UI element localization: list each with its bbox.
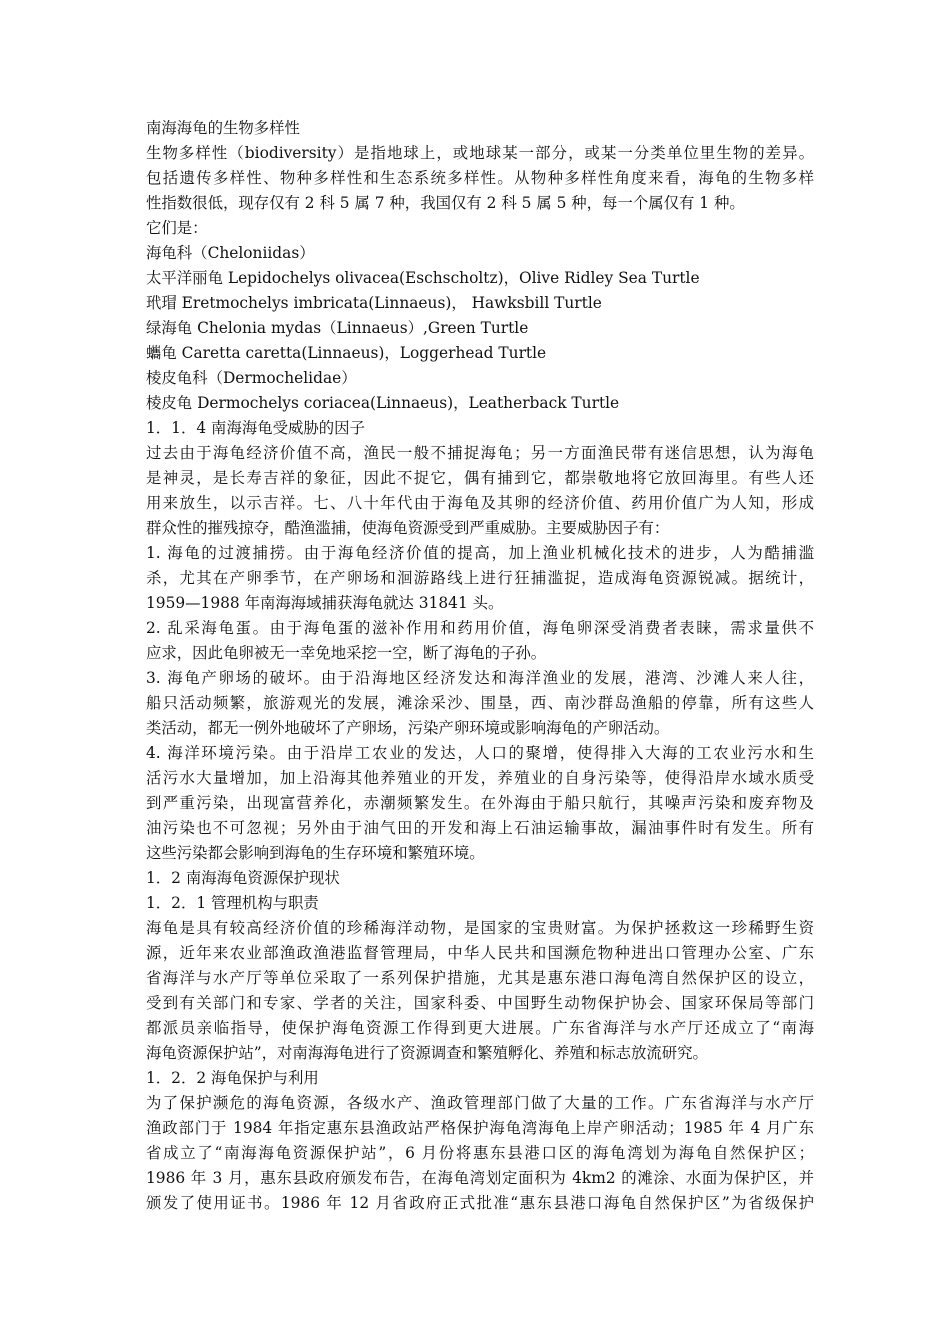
text-line: 活污水大量增加，加上沿海其他养殖业的开发，养殖业的自身污染等，使得沿岸水域水质受 — [146, 769, 814, 787]
text-line: 1．1．4 南海海龟受威胁的因子 — [146, 419, 365, 437]
text-line: 1986 年 3 月，惠东县政府颁发布告，在海龟湾划定面积为 4km2 的滩涂、水面为保护区，并 — [146, 1169, 814, 1187]
text-line: 群众性的摧残掠夺，酷渔滥捕，使海龟资源受到严重威胁。主要威胁因子有： — [146, 519, 670, 537]
text-line: 都派员亲临指导，使保护海龟资源工作得到更大进展。广东省海洋与水产厅还成立了“南海 — [146, 1019, 814, 1037]
text-line: 船只活动频繁，旅游观光的发展，滩涂采沙、围垦，西、南沙群岛渔船的停靠，所有这些人 — [146, 694, 814, 712]
text-line: 包括遗传多样性、物种多样性和生态系统多样性。从物种多样性角度来看，海龟的生物多样 — [146, 169, 814, 187]
text-line: 是神灵，是长寿吉祥的象征，因此不捉它，偶有捕到它，都崇敬地将它放回海里。有些人还 — [146, 469, 814, 487]
text-line: 类活动，都无一例外地破坏了产卵场，污染产卵环境或影响海龟的产卵活动。 — [146, 719, 670, 737]
text-line: 2. 乱采海龟蛋。由于海龟蛋的滋补作用和药用价值，海龟卵深受消费者表睐，需求量供不 — [146, 619, 814, 637]
text-line: 蠵龟 Caretta caretta(Linnaeus)，Loggerhead Turtle — [146, 344, 547, 362]
text-line: 省成立了“南海海龟资源保护站”，6 月份将惠东县港口区的海龟湾划为海龟自然保护区； — [146, 1144, 814, 1162]
text-line: 1. 海龟的过渡捕捞。由于海龟经济价值的提高，加上渔业机械化技术的进步，人为酷捕滥 — [146, 544, 814, 562]
text-line: 绿海龟 Chelonia mydas（Linnaeus）,Green Turtle — [146, 319, 529, 337]
text-line: 3. 海龟产卵场的破坏。由于沿海地区经济发达和海洋渔业的发展，港湾、沙滩人来人往， — [146, 669, 814, 687]
text-line: 海龟科（Cheloniidas） — [146, 244, 315, 262]
text-line: 1．2．1 管理机构与职责 — [146, 894, 319, 912]
text-line: 应求，因此龟卵被无一幸免地采挖一空，断了海龟的子孙。 — [146, 644, 547, 662]
text-line: 1．2 南海海龟资源保护现状 — [146, 869, 340, 887]
text-line: 用来放生，以示吉祥。七、八十年代由于海龟及其卵的经济价值、药用价值广为人知，形成 — [146, 494, 814, 512]
text-line: 油污染也不可忽视；另外由于油气田的开发和海上石油运输事故，漏油事件时有发生。所有 — [146, 819, 814, 837]
text-line: 省海洋与水产厅等单位采取了一系列保护措施，尤其是惠东港口海龟湾自然保护区的设立， — [146, 969, 814, 987]
text-line: 1959—1988 年南海海域捕获海龟就达 31841 头。 — [146, 594, 504, 612]
document-page — [146, 116, 814, 1216]
text-line: 颁发了使用证书。1986 年 12 月省政府正式批准“惠东县港口海龟自然保护区”为省级保护 — [146, 1194, 814, 1212]
text-line: 生物多样性（biodiversity）是指地球上，或地球某一部分，或某一分类单位里生物的差异。 — [146, 144, 814, 162]
document-title: 南海海龟的生物多样性 — [146, 119, 300, 137]
text-line: 到严重污染，出现富营养化，赤潮频繁发生。在外海由于船只航行，其噪声污染和废弃物及 — [146, 794, 814, 812]
text-line: 4. 海洋环境污染。由于沿岸工农业的发达，人口的聚增，使得排入大海的工农业污水和生 — [146, 744, 814, 762]
text-line: 棱皮龟科（Dermochelidae） — [146, 369, 357, 387]
text-line: 为了保护濒危的海龟资源，各级水产、渔政管理部门做了大量的工作。广东省海洋与水产厅 — [146, 1094, 814, 1112]
text-line: 它们是： — [146, 219, 208, 237]
text-line: 太平洋丽龟 Lepidochelys olivacea(Eschscholtz)，Olive Ridley Sea Turtle — [146, 269, 700, 287]
text-line: 受到有关部门和专家、学者的关注，国家科委、中国野生动物保护协会、国家环保局等部门 — [146, 994, 814, 1012]
text-line: 这些污染都会影响到海龟的生存环境和繁殖环境。 — [146, 844, 485, 862]
text-line: 杀，尤其在产卵季节，在产卵场和洄游路线上进行狂捕滥捉，造成海龟资源锐减。据统计， — [146, 569, 814, 587]
document-body — [146, 141, 814, 1216]
text-line: 棱皮龟 Dermochelys coriacea(Linnaeus)，Leatherback Turtle — [146, 394, 620, 412]
text-line: 玳瑁 Eretmochelys imbricata(Linnaeus)， Hawksbill Turtle — [146, 294, 602, 312]
text-line: 海龟是具有较高经济价值的珍稀海洋动物，是国家的宝贵财富。为保护拯救这一珍稀野生资 — [146, 919, 814, 937]
text-line: 海龟资源保护站”，对南海海龟进行了资源调查和繁殖孵化、养殖和标志放流研究。 — [146, 1044, 708, 1062]
text-line: 源，近年来农业部渔政渔港监督管理局，中华人民共和国濒危物种进出口管理办公室、广东 — [146, 944, 814, 962]
text-line: 1．2．2 海龟保护与利用 — [146, 1069, 319, 1087]
text-line: 过去由于海龟经济价值不高，渔民一般不捕捉海龟；另一方面渔民带有迷信思想，认为海龟 — [146, 444, 814, 462]
text-line: 性指数很低，现存仅有 2 科 5 属 7 种，我国仅有 2 科 5 属 5 种，每一个属仅有 1 种。 — [146, 194, 745, 212]
text-line: 渔政部门于 1984 年指定惠东县渔政站严格保护海龟湾海龟上岸产卵活动；1985 年 4 月广东 — [146, 1119, 814, 1137]
